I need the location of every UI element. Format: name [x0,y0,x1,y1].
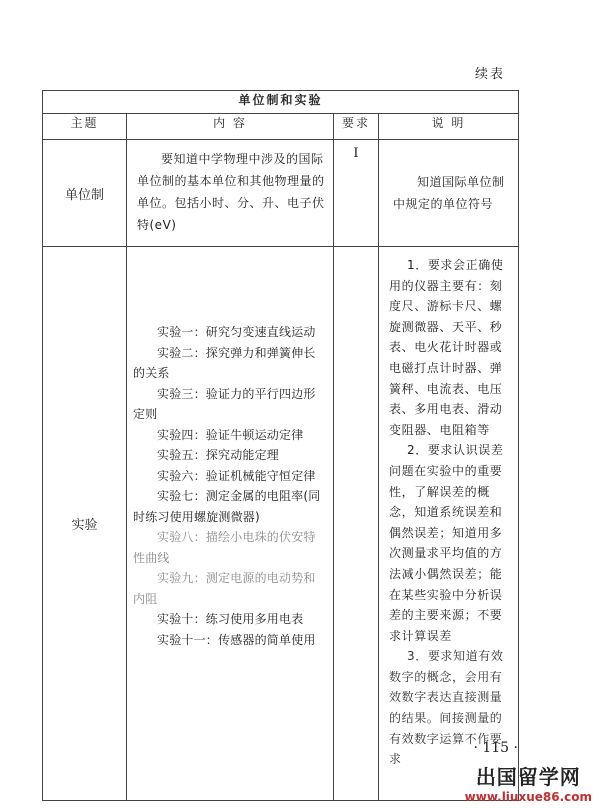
watermark-main: 出国留学网 [475,765,581,789]
watermark-logo [465,761,592,804]
list-item: 实验三：验证力的平行四边形定则 [133,386,316,421]
list-item: 实验四：验证牛顿运动定律 [157,427,304,442]
units-experiments-table [42,90,519,801]
continued-label: 续表 [474,67,505,82]
col-header-subject: 主题 [43,114,127,140]
table-title-row [43,91,519,114]
row-subject-experiment: 实验 [43,247,127,801]
note-item: 3．要求知道有效数字的概念，会用有效数字表达直接测量的结果。间接测量的有效数字运算不作要求 [389,649,504,767]
units-content-text: 要知道中学物理中涉及的国际单位制的基本单位和其他物理量的单位。包括小时、分、升、电子伏特(eV) [137,152,325,232]
experiment-notes [379,247,519,801]
list-item: 实验八：描绘小电珠的伏安特性曲线 [133,530,316,565]
table-row [43,140,519,247]
page-number: · 115 · [473,740,518,756]
list-item: 实验二：探究弹力和弹簧伸长的关系 [133,345,316,380]
row-subject-units: 单位制 [43,140,127,247]
list-item: 实验九：测定电源的电动势和内阻 [133,571,316,606]
table-title: 单位制和实验 [43,91,519,114]
note-item: 2．要求认识误差问题在实验中的重要性，了解误差的概念，知道系统误差和偶然误差；知道用多次测量求平均值的方法减小偶然误差；能在某些实验中分析误差的主要来源；不要求计算误差 [389,443,504,643]
row-content-units [127,140,334,247]
list-item: 实验六：验证机械能守恒定律 [157,468,316,483]
table-row [43,247,519,801]
list-item: 实验十：练习使用多用电表 [157,612,304,626]
col-header-note: 说 明 [379,114,519,140]
row-level-units: I [334,140,379,247]
list-item: 实验七：测定金属的电阻率(同时练习使用螺旋测微器) [133,489,321,524]
list-item: 实验五：探究动能定理 [157,448,280,462]
col-header-requirement: 要求 [334,114,379,140]
list-item: 实验一：研究匀变速直线运动 [157,325,316,339]
col-header-content: 内 容 [127,114,334,140]
table-header-row [43,114,519,140]
row-level-experiment [334,247,379,801]
watermark-url: www.liuxue86.com [464,790,592,804]
list-item: 实验十一：传感器的简单使用 [157,632,316,647]
row-note-units [379,140,519,247]
note-item: 1．要求会正确使用的仪器主要有：刻度尺、游标卡尺、螺旋测微器、天平、秒表、电火花计时器或电磁打点计时器、弹簧秤、电流表、电压表、多用电表、滑动变阻器、电阻箱等 [389,258,504,437]
experiment-list [127,247,334,801]
units-note-text: 知道国际单位制中规定的单位符号 [393,175,505,211]
